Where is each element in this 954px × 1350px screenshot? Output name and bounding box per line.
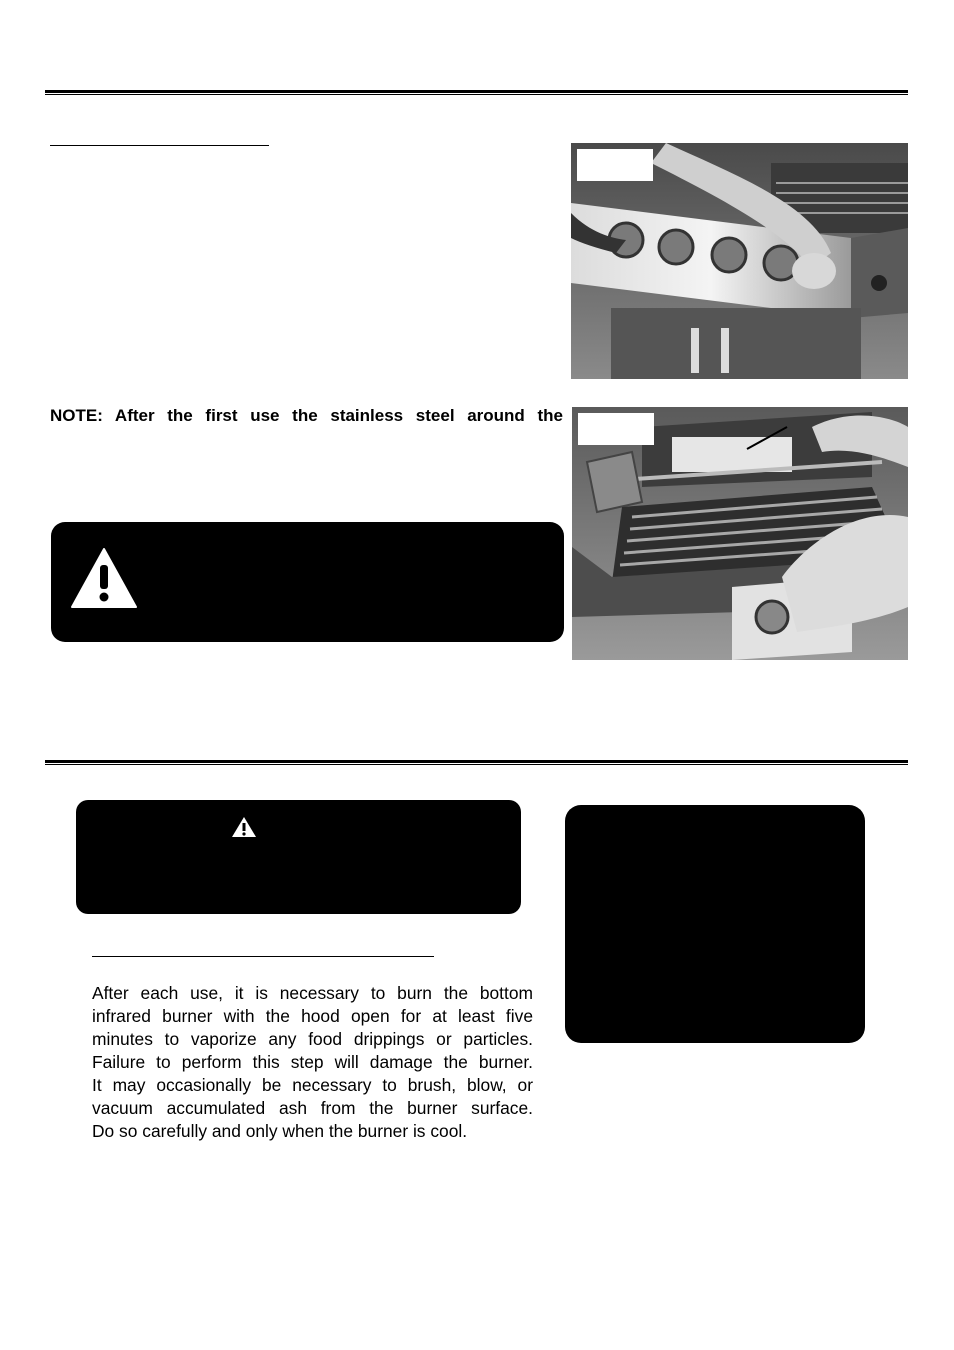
top-section-rule: [45, 90, 908, 95]
bottom-section-rule: [45, 760, 908, 765]
warning-triangle-icon: [70, 547, 138, 609]
note-text: NOTE: After the first use the stainless steel around the: [50, 406, 563, 425]
info-box-right: [565, 805, 865, 1043]
warning-box-small: [76, 800, 521, 914]
subheading-underline-1: [50, 145, 269, 146]
paragraph-line: It may occasionally be necessary to brush, blow, or: [92, 1075, 533, 1095]
paragraph-line: infrared burner with the hood open for at least five: [92, 1006, 533, 1026]
figure-photo-control-knobs: [571, 143, 908, 379]
figure-label-2: [578, 413, 654, 445]
warning-box-large: [51, 522, 564, 642]
paragraph-line: After each use, it is necessary to burn the bottom: [92, 983, 533, 1003]
burner-cleaning-paragraph: [92, 982, 533, 1143]
paragraph-line: Failure to perform this step will damage the burner.: [92, 1052, 533, 1072]
figure-photo-rotisserie-burner: [572, 407, 908, 660]
paragraph-line: Do so carefully and only when the burner is cool.: [92, 1121, 468, 1141]
paragraph-line: vacuum accumulated ash from the burner surface.: [92, 1098, 533, 1118]
figure-label-1: [577, 149, 653, 181]
warning-triangle-icon: [231, 816, 257, 838]
paragraph-line: minutes to vaporize any food drippings or particles.: [92, 1029, 533, 1049]
subheading-underline-2: [92, 956, 434, 957]
